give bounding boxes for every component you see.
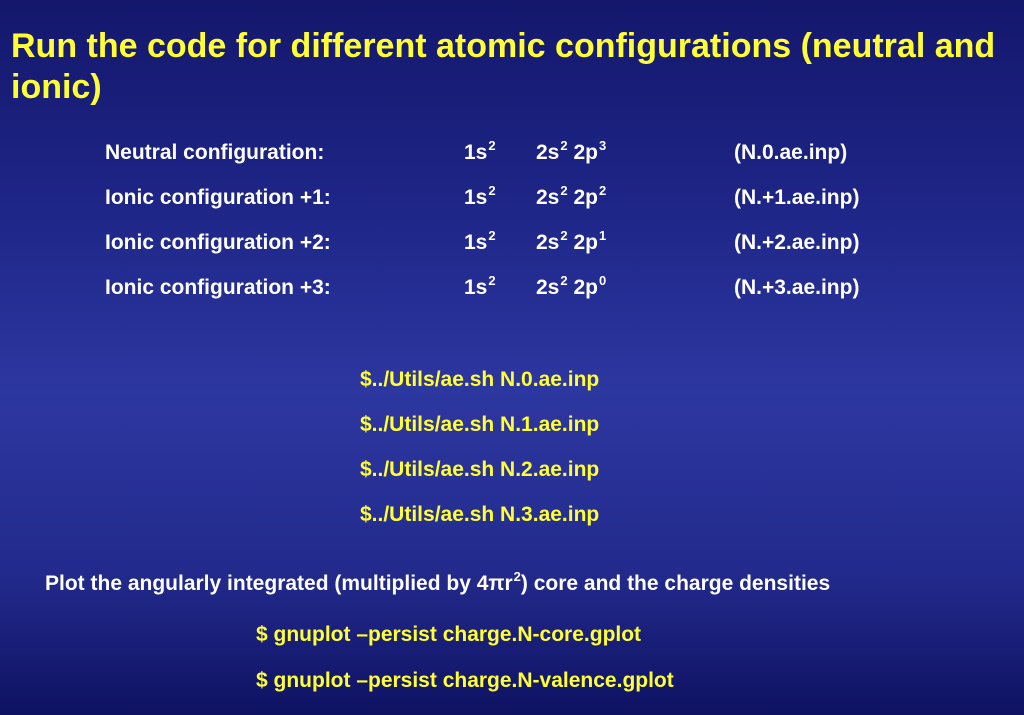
ae-command: $../Utils/ae.sh N.1.ae.inp <box>360 413 600 436</box>
input-filename: (N.+2.ae.inp) <box>734 231 860 254</box>
orbitals-2s-2p: $2s^2$ $2p^0$ <box>536 273 607 299</box>
orbitals-2s-2p: $2s^2$ $2p^1$ <box>536 228 607 254</box>
input-filename: (N.+1.ae.inp) <box>734 186 860 209</box>
orbital-1s: $1s^2$ <box>464 273 496 299</box>
configuration-label: Ionic configuration +3: <box>105 276 331 299</box>
orbitals-2s-2p: $2s^2$ $2p^2$ <box>536 183 607 209</box>
gnuplot-command: $ gnuplot –persist charge.N-core.gplot <box>256 623 642 646</box>
orbital-1s: $1s^2$ <box>464 183 496 209</box>
orbital-1s: $1s^2$ <box>464 228 496 254</box>
ae-command-list <box>360 367 599 547</box>
configuration-label: Neutral configuration: <box>105 141 325 164</box>
orbital-1s: $1s^2$ <box>464 138 496 164</box>
ae-command: $../Utils/ae.sh N.3.ae.inp <box>360 503 600 526</box>
plot-instruction: Plot the angularly integrated (multiplied by $4\pi r^2$) core and the charge densities <box>45 569 831 595</box>
orbitals-2s-2p: $2s^2$ $2p^3$ <box>536 138 607 164</box>
ae-command: $../Utils/ae.sh N.2.ae.inp <box>360 458 600 481</box>
configuration-label: Ionic configuration +1: <box>105 186 331 209</box>
input-filename: (N.0.ae.inp) <box>734 141 848 164</box>
input-filename: (N.+3.ae.inp) <box>734 276 860 299</box>
gnuplot-command-list <box>256 622 674 714</box>
slide-title: Run the code for different atomic configurations (neutral and ionic) <box>11 27 996 106</box>
ae-command: $../Utils/ae.sh N.0.ae.inp <box>360 368 600 391</box>
configuration-label: Ionic configuration +2: <box>105 231 331 254</box>
gnuplot-command: $ gnuplot –persist charge.N-valence.gplot <box>256 669 674 692</box>
